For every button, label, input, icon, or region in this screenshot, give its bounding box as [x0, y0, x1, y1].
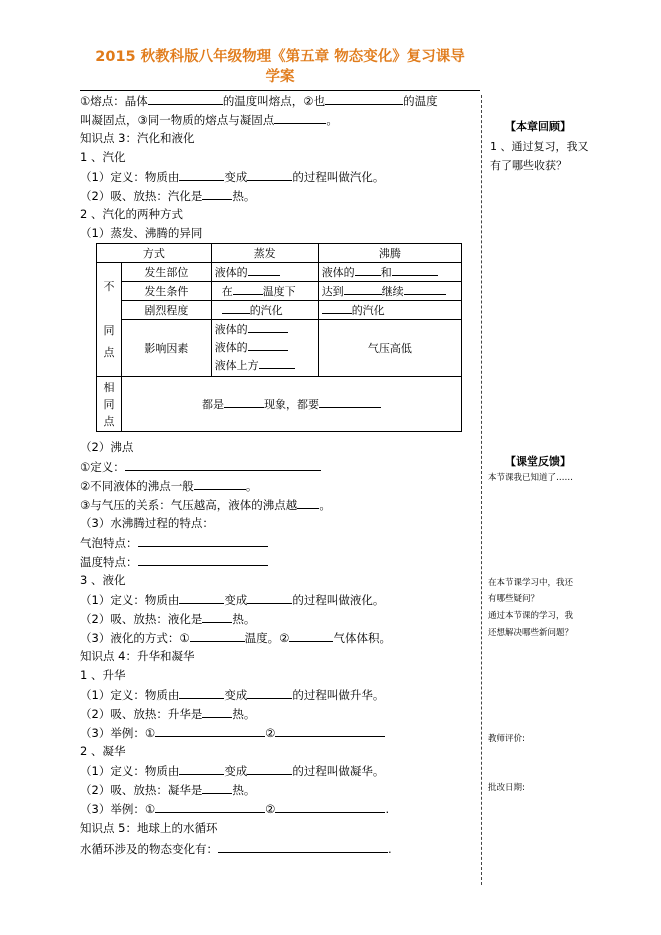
- text-line: 水循环涉及的物态变化有： .: [80, 842, 392, 856]
- melting-point-line: ①熔点：晶体 的温度叫熔点，②也 的温度: [80, 94, 438, 108]
- row-label: 发生条件: [122, 282, 212, 301]
- row-group-label: 相 同 点: [97, 377, 122, 432]
- feedback-text: 还想解决哪些新问题？: [488, 628, 574, 638]
- heat-line: （2）吸、放热：液化是 热。: [80, 612, 256, 626]
- subsection-heading: 2 、凝华: [80, 744, 126, 758]
- column-divider: [481, 95, 482, 885]
- feedback-text: 有哪些疑问？: [488, 594, 540, 604]
- row-label: 剧烈程度: [122, 301, 212, 320]
- evaporation-boiling-table: [96, 243, 462, 432]
- feedback-text: 在本节课学习中，我还: [488, 578, 574, 588]
- section-heading: 知识点 5：地球上的水循环: [80, 821, 218, 835]
- grading-date-label: 批改日期:: [488, 783, 525, 793]
- subsection-heading: 2 、汽化的两种方式: [80, 207, 183, 221]
- feedback-text: 本节课我已知道了……: [488, 473, 574, 483]
- row-group-label: 不 同 点: [97, 263, 122, 377]
- table-cell: 液体的 液体的 液体上方: [211, 320, 318, 377]
- table-cell: 液体的 和: [318, 263, 461, 282]
- table-cell: 达到 继续: [318, 282, 461, 301]
- definition-line: （1）定义：物质由 变成 的过程叫做凝华。: [80, 764, 385, 778]
- section-heading: 知识点 4：升华和凝华: [80, 649, 195, 663]
- table-caption: （1）蒸发、沸腾的异同: [80, 226, 203, 240]
- table-header: 蒸发: [211, 244, 318, 263]
- row-label: 影响因素: [122, 320, 212, 377]
- table-cell: 的汽化: [211, 301, 318, 320]
- review-question: 有了哪些收获？: [490, 159, 567, 172]
- example-line: （3）举例：① ② .: [80, 802, 390, 816]
- text-line: （3）水沸腾过程的特点：: [80, 516, 214, 530]
- definition-line: （1）定义：物质由 变成 的过程叫做汽化。: [80, 170, 385, 184]
- feedback-text: 通过本节课的学习，我: [488, 611, 574, 621]
- heat-line: （2）吸、放热：升华是 热。: [80, 707, 256, 721]
- heat-line: （2）吸、放热：汽化是 热。: [80, 189, 256, 203]
- table-cell: 在 温度下: [211, 282, 318, 301]
- text-line: 温度特点：: [80, 554, 268, 569]
- table-cell: 的汽化: [318, 301, 461, 320]
- definition-line: （1）定义：物质由 变成 的过程叫做液化。: [80, 593, 385, 607]
- review-question: 1 、通过复习，我又: [490, 140, 589, 153]
- teacher-comment-label: 教师评价:: [488, 734, 525, 744]
- text-line: ②不同液体的沸点一般 。: [80, 479, 258, 493]
- freezing-point-line: 叫凝固点，③同一物质的熔点与凝固点 。: [80, 113, 338, 127]
- example-line: （3）举例：① ②: [80, 725, 385, 740]
- subsection-heading: 1 、升华: [80, 668, 126, 682]
- heat-line: （2）吸、放热：凝华是 热。: [80, 783, 256, 797]
- row-label: 发生部位: [122, 263, 212, 282]
- text-line: ③与气压的关系：气压越高，液体的沸点越 。: [80, 498, 331, 512]
- review-heading: 【本章回顾】: [505, 120, 571, 133]
- table-header: 方式: [97, 244, 212, 263]
- title-rule: [80, 90, 480, 91]
- table-header: 沸腾: [318, 244, 461, 263]
- table-cell: 液体的: [211, 263, 318, 282]
- definition-line: ①定义：: [80, 459, 321, 474]
- page-title-line1: 2015 秋教科版八年级物理《第五章 物态变化》复习课导: [95, 49, 465, 65]
- definition-line: （1）定义：物质由 变成 的过程叫做升华。: [80, 688, 385, 702]
- subsection-heading: 1 、汽化: [80, 150, 126, 164]
- table-cell: 都是 现象，都要: [122, 377, 462, 432]
- table-cell: 气压高低: [318, 320, 461, 377]
- text-line: （3）液化的方式：① 温度。② 气体体积。: [80, 631, 391, 645]
- feedback-heading: 【课堂反馈】: [505, 455, 571, 468]
- section-heading: 知识点 3：汽化和液化: [80, 131, 195, 145]
- page-title-line2: 学案: [265, 69, 295, 85]
- text-line: 气泡特点：: [80, 535, 268, 550]
- subsection-heading: 3 、液化: [80, 573, 126, 587]
- subsection-heading: （2）沸点: [80, 440, 134, 454]
